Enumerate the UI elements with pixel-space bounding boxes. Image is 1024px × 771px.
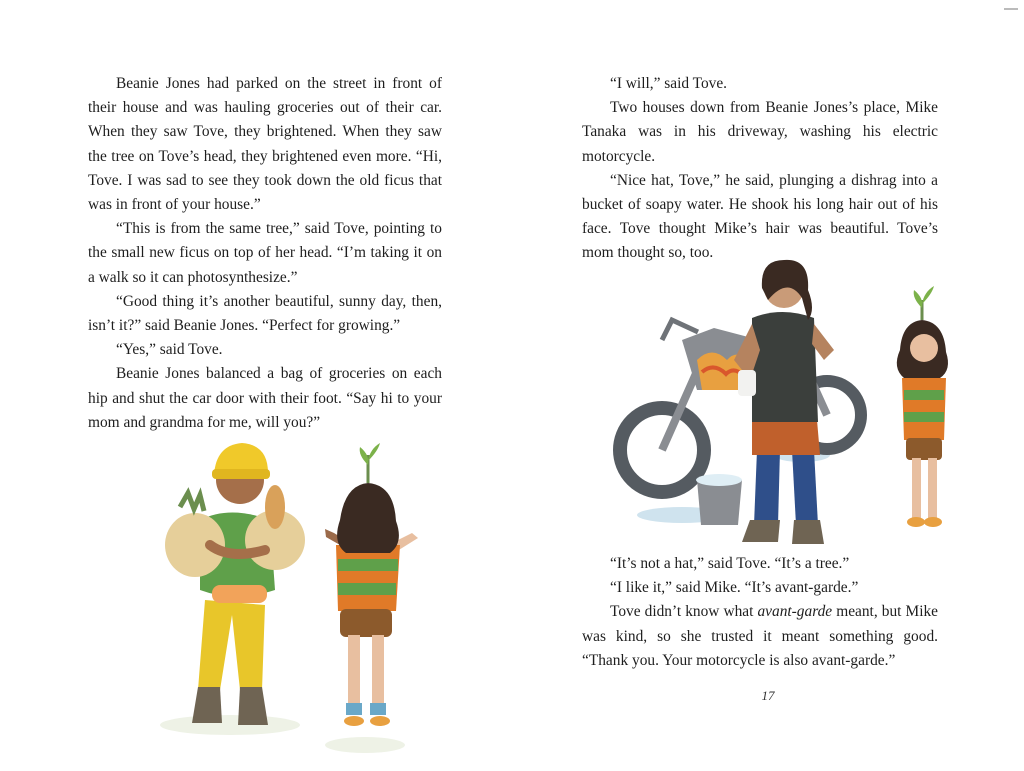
paragraph-with-italic: [582, 600, 938, 673]
paragraph: “Nice hat, Tove,” he said, plunging a dishrag into a bucket of soapy water. He shook his long hair out of his face. Tove thought Mike’s hair was beautiful. Tove’s mom thought so, too.: [582, 171, 938, 262]
text-span: meant, but Mike was kind, so she trusted it meant something good. “Thank you. Your motorcycle is also avant-garde.”: [582, 603, 938, 669]
paragraph: Beanie Jones balanced a bag of groceries on each hip and shut the car door with their foot. “Say hi to your mom and grandma for me, will you?”: [88, 365, 442, 431]
text-span: Tove didn’t know what: [610, 603, 758, 621]
paragraph: Beanie Jones had parked on the street in front of their house and was hauling groceries out of their car. When they saw Tove, they brightened. When they saw the tree on Tove’s head, they brightened even more. “Hi, Tove. I was sad to see they took down the old ficus that was in front of your house.”: [88, 75, 442, 214]
italic-term: avant-garde: [757, 603, 833, 621]
right-page: [512, 0, 1024, 771]
mike-motorcycle-illustration: [602, 240, 962, 570]
paragraph: “Yes,” said Tove.: [116, 341, 223, 359]
paragraph: “Good thing it’s another beautiful, sunny day, then, isn’t it?” said Beanie Jones. “Perfect for growing.”: [88, 292, 442, 335]
paragraph: “It’s not a hat,” said Tove. “It’s a tree.”: [610, 555, 850, 572]
paragraph: “I will,” said Tove.: [610, 75, 728, 92]
left-page-text: [88, 72, 442, 435]
page-number: 17: [761, 688, 775, 703]
beanie-jones-illustration: [150, 425, 450, 765]
paragraph: Two houses down from Beanie Jones’s place, Mike Tanaka was in his driveway, washing his electric motorcycle.: [582, 99, 938, 165]
paragraph: “This is from the same tree,” said Tove, pointing to the small new ficus on top of her head. “I’m taking it on a walk so it can photosynthesize.”: [88, 220, 442, 286]
right-page-text-top: [582, 72, 938, 266]
right-page-text-bottom: [582, 552, 938, 673]
paragraph: “I like it,” said Mike. “It’s avant-garde.”: [610, 579, 859, 597]
